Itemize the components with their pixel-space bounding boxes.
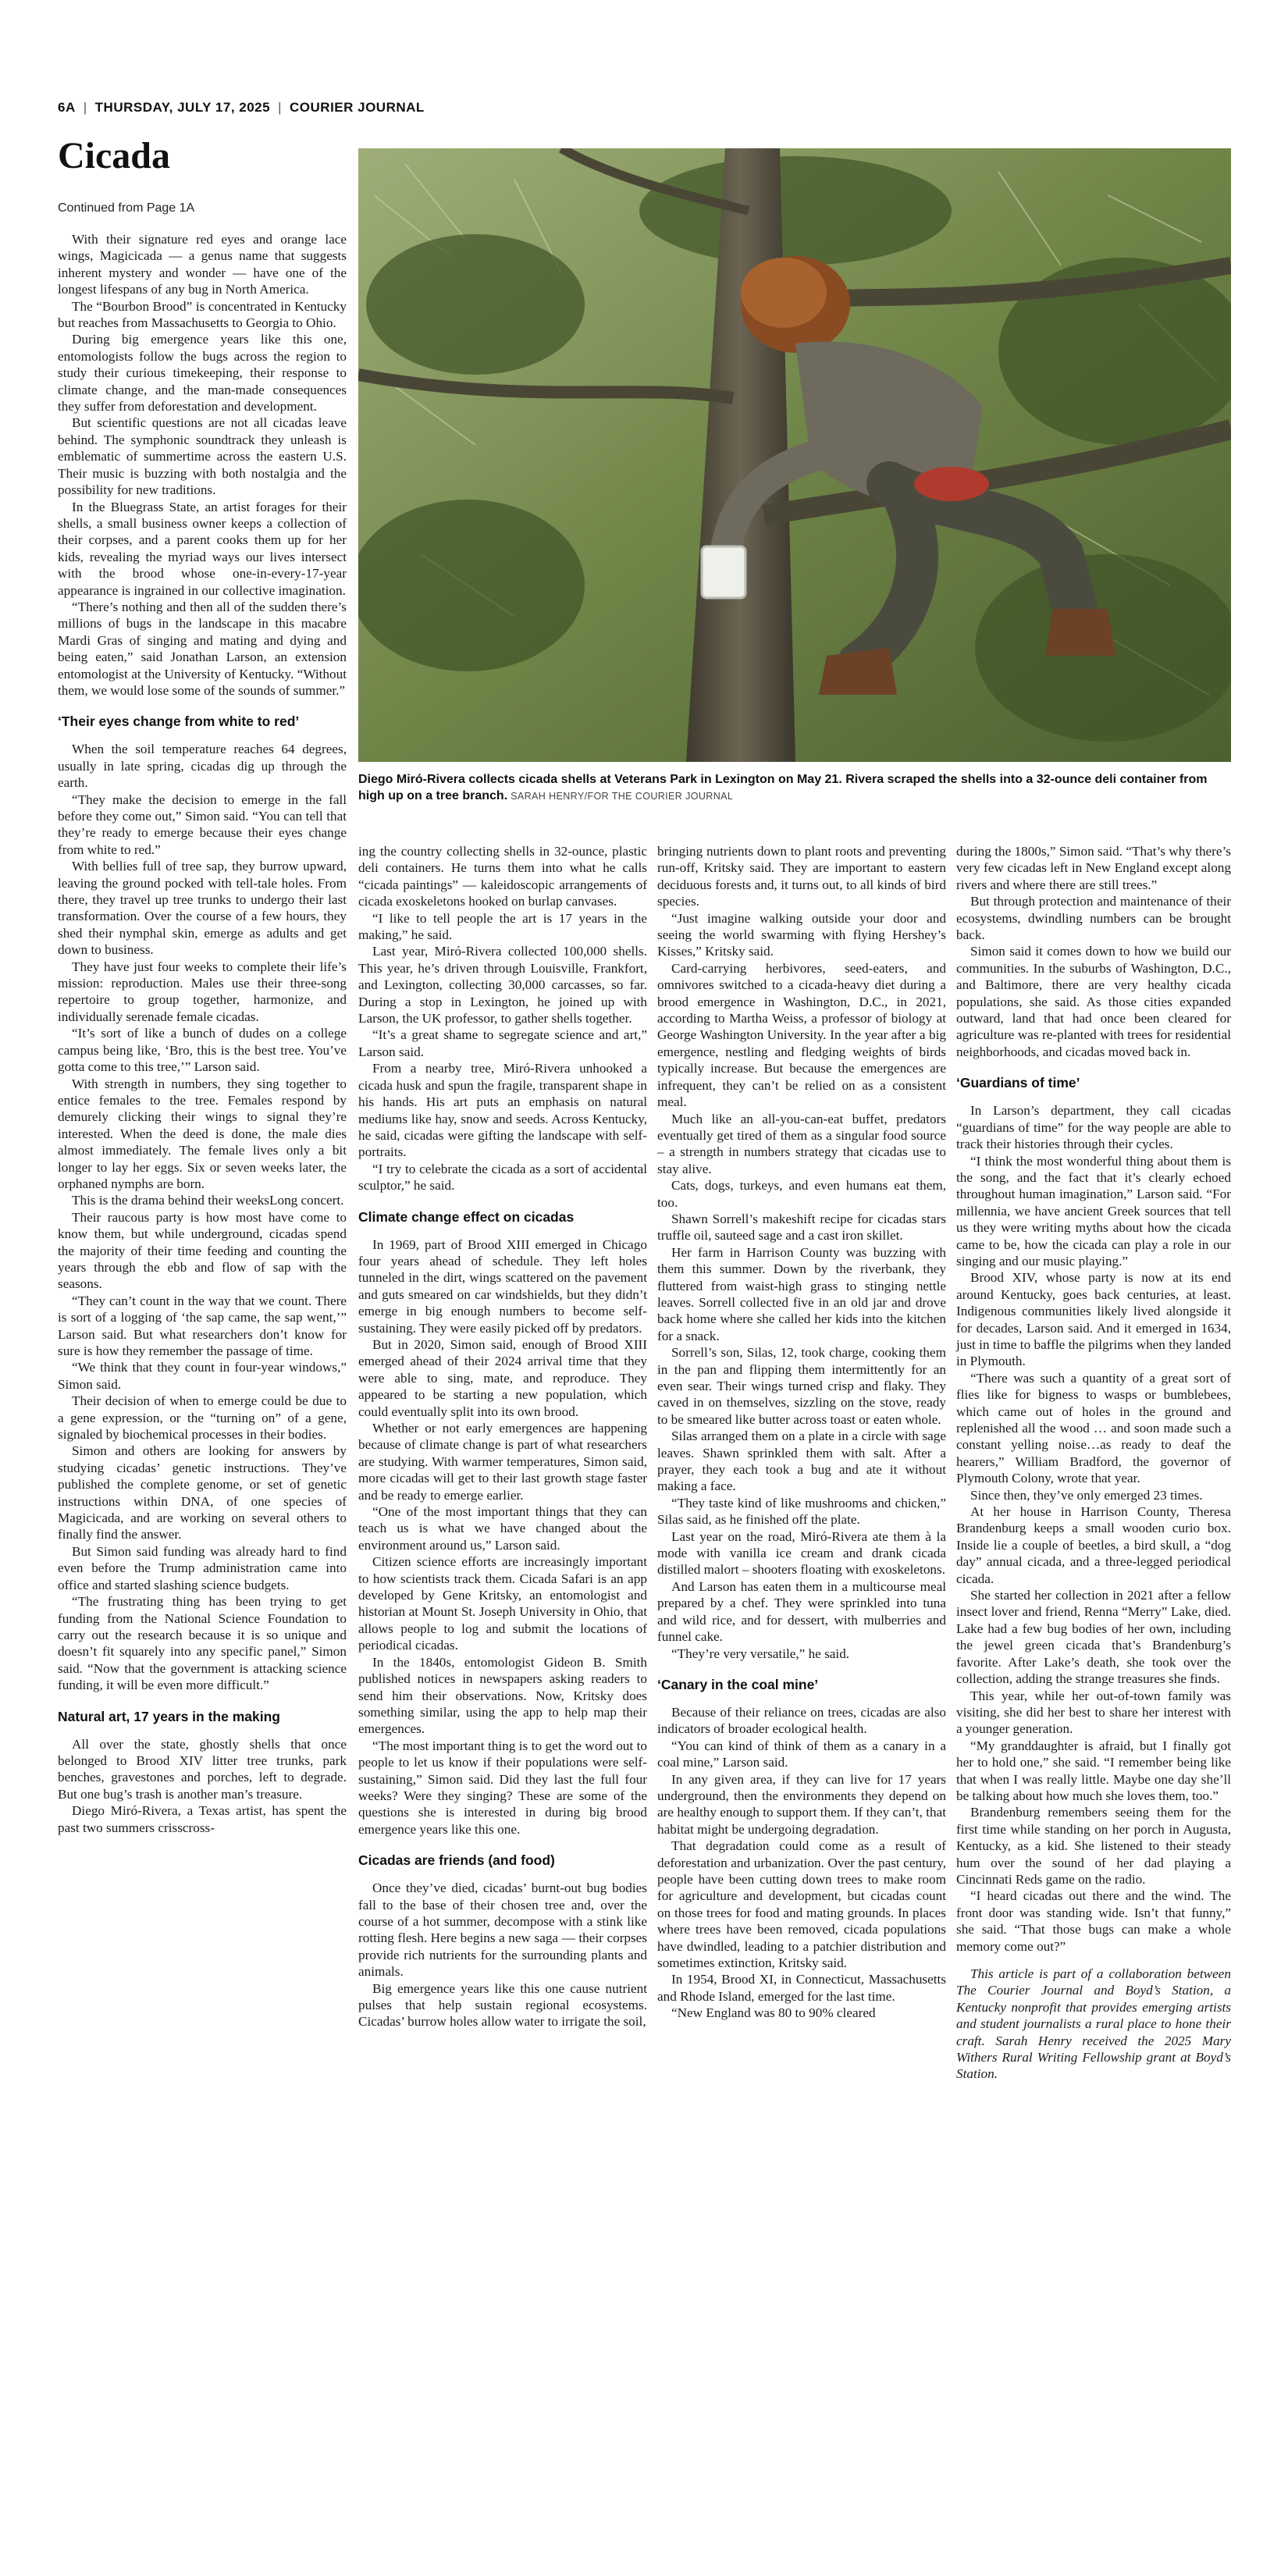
- article-paragraph: Citizen science efforts are increasingly important to how scientists track them. Cicada Safari is an app developed by Gene Kritsky, an entomologist and historian at Mount St. Joseph University in Ohio, that allows people to log and submit the locations of periodical cicadas.: [358, 1554, 647, 1653]
- article-footnote: This article is part of a collaboration between The Courier Journal and Boyd’s Station, a Kentucky nonprofit that provides emerging artists and student journalists a rural place to hone their craft. Sarah Henry received the 2025 Mary Withers Rural Writing Fellowship grant at Boyd’s Station.: [956, 1966, 1231, 2082]
- article-paragraph: “They’re very versatile,” he said.: [671, 1646, 850, 1661]
- article-paragraph: But scientific questions are not all cicadas leave behind. The symphonic soundtrack they unleash is emblematic of summertime across the eastern U.S. Their music is buzzing with both nostalgia and the possibility for new traditions.: [58, 415, 347, 498]
- article-paragraph: “They taste kind of like mushrooms and chicken,” Silas said, as he finished off the plate.: [657, 1495, 946, 1528]
- issue-date: THURSDAY, JULY 17, 2025: [94, 100, 271, 115]
- article-paragraph: “You can kind of think of them as a canary in a coal mine,” Larson said.: [657, 1738, 946, 1770]
- photo-credit: SARAH HENRY/FOR THE COURIER JOURNAL: [511, 791, 734, 802]
- article-paragraph: In 1969, part of Brood XIII emerged in Chicago four years ahead of schedule. They left holes tunneled in the dirt, wings scattered on the pavement and guts smeared on car windshields, but they didn’t emerge in big enough numbers to become self-sustaining. They were easily picked off by predators.: [358, 1236, 647, 1336]
- article-paragraph: “The frustrating thing has been trying to get funding from the National Science Foundation to carry out the research because it is so unique and doesn’t fit squarely into any specific panel,” Simon said. “Now that the government is attacking science funding, it will be even more difficult.”: [58, 1594, 347, 1693]
- article-paragraph: But Simon said funding was already hard to find even before the Trump administration came into office and started slashing science budgets.: [58, 1543, 347, 1592]
- article-column-4: [956, 843, 1231, 2083]
- article-paragraph: Brandenburg remembers seeing them for the first time while standing on her porch in Augusta, Kentucky, as a kid. She listened to their steady hum over the sound of her dad playing a Cincinnati Reds game on the radio.: [956, 1805, 1231, 1887]
- article-paragraph: Much like an all-you-can-eat buffet, predators eventually get tired of them as a singular food source – a strength in numbers strategy that cicadas use to stay alive.: [657, 1111, 946, 1176]
- caption-text: Diego Miró-Rivera collects cicada shells at Veterans Park in Lexington on May 21. Rivera scraped the shells into a 32-ounce deli container from high up on a tree branch.: [358, 773, 1208, 802]
- article-paragraph: “The most important thing is to get the word out to people to let us know if their populations were self-sustaining,” Simon said. Did they last the full four weeks? Were they singing? These are some of the questions she is interested in during big brood emergence years like this one.: [358, 1738, 647, 1837]
- article-paragraph: “There was such a quantity of a great sort of flies like for bigness to wasps or bumblebees, which came out of holes in the ground and replenished all the wood … and soon made such a constant yelling noise…as ready to deaf the hearers,” William Bradford, the governor of Plymouth Colony, wrote that year.: [956, 1370, 1231, 1486]
- article-paragraph: That degradation could come as a result of deforestation and urbanization. Over the past century, people have been cutting down trees to make room for agriculture and development, but cicadas count on those trees for food and mating grounds. In places where trees have been removed, cicada populations have dwindled, leading to a patchier distribution and sometimes extinction, Kritsky said.: [657, 1838, 946, 1970]
- article-paragraph: Silas arranged them on a plate in a circle with sage leaves. Shawn sprinkled them with salt. After a prayer, they each took a bug and ate it without making a face.: [657, 1429, 946, 1494]
- article-paragraph: She started her collection in 2021 after a fellow insect lover and friend, Renna “Merry” Lake, died. Lake had a few bug bodies of her own, including the jewel green cicada that’s Brandenburg’s favorite. After Lake’s death, she took over the collection, adding the strange treasures she finds.: [956, 1588, 1231, 1687]
- article-paragraph: “One of the most important things that they can teach us is what we have changed about the environment around us,” Larson said.: [358, 1504, 647, 1553]
- article-paragraph: The “Bourbon Brood” is concentrated in Kentucky but reaches from Massachusetts to Georgia to Ohio.: [58, 298, 347, 331]
- photo-illustration: [358, 148, 1231, 762]
- article-paragraph: In Larson’s department, they call cicadas “guardians of time” for the way people are able to track their histories through their cycles.: [956, 1103, 1231, 1152]
- article-column-2: [358, 843, 647, 2030]
- article-paragraph: ing the country collecting shells in 32-ounce, plastic deli containers. He turns them into what he calls “cicada paintings” — kaleidoscopic arrangements of cicada exoskeletons hooked on burlap canvases.: [358, 844, 647, 909]
- article-paragraph: In 1954, Brood XI, in Connecticut, Massachusetts and Rhode Island, emerged for the last time.: [657, 1972, 946, 2004]
- article-paragraph: Last year on the road, Miró-Rivera ate them à la mode with vanilla ice cream and drank cicada distilled malort – shooters floating with exoskeletons.: [657, 1528, 946, 1578]
- article-paragraph: In the 1840s, entomologist Gideon B. Smith published notices in newspapers asking readers to send him their observations. Now, Kritsky does something similar, using the app to help map their emergences.: [358, 1654, 647, 1737]
- article-paragraph: During big emergence years like this one, entomologists follow the bugs across the region to study their curious timekeeping, their response to climate change, and the man-made consequences they suffer from deforestation and development.: [58, 332, 347, 415]
- article-paragraph: With their signature red eyes and orange lace wings, Magicicada — a genus name that suggests inherent mystery and wonder — have one of the longest lifespans of any bug in North America.: [58, 232, 347, 297]
- article-paragraph: This year, while her out-of-town family was visiting, she did her best to share her interest with a younger generation.: [956, 1688, 1231, 1737]
- article-paragraph: With bellies full of tree sap, they burrow upward, leaving the ground pocked with tell-tale holes. From there, they travel up tree trunks to undergo their last transformation. Over the course of a few hours, they shed their nymphal skin, emerge as adults and get down to business.: [58, 859, 347, 958]
- article-paragraph: “It’s sort of like a bunch of dudes on a college campus being like, ‘Bro, this is the best tree. You’ve gotta come to this tree,’” Larson said.: [58, 1026, 347, 1075]
- article-paragraph: “It’s a great shame to segregate science and art,” Larson said.: [358, 1027, 647, 1059]
- article-paragraph: Her farm in Harrison County was buzzing with them this summer. Down by the riverbank, they fluttered from waist-high grass to stinging nettle leaves. Sorrell collected five in an old jar and drove back home where she called her kids into the kitchen for a snack.: [657, 1244, 946, 1343]
- article-paragraph: Big emergence years like this one cause nutrient pulses that help sustain regional ecosystems. Cicadas’ burrow holes allow water to irrigate the soil,: [358, 1980, 647, 2030]
- article-paragraph: “My granddaughter is afraid, but I finally got her to hold one,” she said. “I remember being like that when I was really little. Maybe one day she’ll be talking about how much she loves them, too.”: [956, 1738, 1231, 1803]
- photo-caption: [358, 771, 1231, 805]
- article-paragraph: “They can’t count in the way that we count. There is sort of a logging of ‘the sap came, the sap went,’” Larson said. But what researchers don’t know for sure is how they remember the passage of time.: [58, 1293, 347, 1358]
- article-paragraph: And Larson has eaten them in a multicourse meal prepared by a chef. They were sprinkled into tuna and wild rice, and for dessert, with mulberries and funnel cake.: [657, 1578, 946, 1645]
- article-paragraph: From a nearby tree, Miró-Rivera unhooked a cicada husk and spun the fragile, transparent shape in his hands. His art puts an emphasis on natural mediums like hay, snow and seeds. Across Kentucky, he said, cicadas were gifting the landscape with self-portraits.: [358, 1061, 647, 1160]
- article-paragraph: In the Bluegrass State, an artist forages for their shells, a small business owner keeps a collection of their corpses, and a parent cooks them up for her kids, revealing the myriad ways our lives intersect with the brood whose one-in-every-17-year appearance is ingrained in our collective imagination.: [58, 499, 347, 598]
- article-headline: Cicada: [58, 135, 170, 176]
- article-paragraph: Because of their reliance on trees, cicadas are also indicators of broader ecological health.: [657, 1704, 946, 1737]
- page-folio: 6A | THURSDAY, JULY 17, 2025 | COURIER JOURNAL: [58, 100, 425, 115]
- article-paragraph: At her house in Harrison County, Theresa Brandenburg keeps a small wooden curio box. Inside lie a couple of beetles, a bird skull, a “dog day” annual cicada, and a three-legged periodical cicada.: [956, 1504, 1231, 1586]
- section-subhead: Climate change effect on cicadas: [358, 1208, 575, 1225]
- article-paragraph: All over the state, ghostly shells that once belonged to Brood XIV litter tree trunks, park benches, gravestones and porches, left to degrade. But one bug’s trash is another man’s treasure.: [58, 1736, 347, 1802]
- article-paragraph: Card-carrying herbivores, seed-eaters, and omnivores switched to a cicada-heavy diet during a brood emergence in Washington, D.C., in 2021, according to Martha Weiss, a professor of biology at George Washington University. In the year after a big emergence, nestling and fledging weights of birds typically increase. But because the emergences are infrequent, they can’t be relied on as a consistent meal.: [657, 960, 946, 1110]
- article-paragraph: In any given area, if they can live for 17 years underground, then the environments they depend on are healthy enough to support them. If they can’t, that habitat might be undergoing degradation.: [657, 1771, 946, 1837]
- article-paragraph: “I try to celebrate the cicada as a sort of accidental sculptor,” he said.: [358, 1161, 647, 1194]
- article-paragraph: Cats, dogs, turkeys, and even humans eat them, too.: [657, 1178, 946, 1210]
- article-paragraph: With strength in numbers, they sing together to entice females to the tree. Females respond by demurely clicking their wings to signal they’re interested. When the deed is done, the male dies almost immediately. The female lives only a bit longer to lay her eggs. Six or seven weeks later, the orphaned nymphs are born.: [58, 1076, 347, 1191]
- article-paragraph: Brood XIV, whose party is now at its end around Kentucky, goes back centuries, at least. Indigenous communities likely lived alongside it for decades, Larson said. And it emerged in 1634, just in time to baffle the pilgrims when they landed in Plymouth.: [956, 1270, 1231, 1369]
- article-paragraph: Their decision of when to emerge could be due to a gene expression, or the “turning on” of a gene, signaled by biochemical processes in their bodies.: [58, 1393, 347, 1443]
- article-paragraph: “They make the decision to emerge in the fall before they come out,” Simon said. “You can tell that they’re ready to emerge because their eyes change from white to red.”: [58, 792, 347, 857]
- article-paragraph: This is the drama behind their weeksLong concert.: [72, 1193, 344, 1208]
- article-column-1: [58, 231, 347, 1836]
- article-paragraph: Simon and others are looking for answers by studying cicadas’ genetic instructions. They’ve published the complete genome, or set of genetic instructions within DNA, of one species of Magicicada, and are working on several others to finally find the answer.: [58, 1443, 347, 1542]
- article-paragraph: “I heard cicadas out there and the wind. The front door was standing wide. Isn’t that funny,” she said. “That those bugs can make a whole memory come out?”: [956, 1888, 1231, 1954]
- article-paragraph: bringing nutrients down to plant roots and preventing run-off, Kritsky said. They are important to eastern deciduous forests and, it turns out, to all kinds of bird species.: [657, 844, 946, 909]
- article-paragraph: “Just imagine walking outside your door and seeing the world swarming with flying Hershey’s Kisses,” Kritsky said.: [657, 910, 946, 959]
- section-subhead: Cicadas are friends (and food): [358, 1852, 555, 1869]
- article-paragraph: “There’s nothing and then all of the sudden there’s millions of bugs in the landscape in this macabre Mardi Gras of singing and mating and dying and being eaten,” said Jonathan Larson, an extension entomologist at the University of Kentucky. “Without them, we would lose some of the sounds of summer.”: [58, 599, 347, 698]
- continued-from-note: Continued from Page 1A: [58, 201, 195, 215]
- article-paragraph: Diego Miró-Rivera, a Texas artist, has spent the past two summers crisscross-: [58, 1803, 347, 1835]
- article-paragraph: “I think the most wonderful thing about them is the song, and the fact that it’s clearly echoed throughout human imagination,” Larson said. “For millennia, we have ancient Greek sources that tell us they were writing myths about how the cicada came to be, how the cicada can play a role in our singing and our music playing.”: [956, 1153, 1231, 1268]
- article-photo: [358, 148, 1231, 762]
- article-paragraph: But through protection and maintenance of their ecosystems, dwindling numbers can be brought back.: [956, 894, 1231, 943]
- article-paragraph: When the soil temperature reaches 64 degrees, usually in late spring, cicadas dig up through the earth.: [58, 742, 347, 791]
- article-paragraph: Once they’ve died, cicadas’ burnt-out bug bodies fall to the base of their chosen tree and, over the course of a hot summer, decompose with a stink like rotting flesh. Here begins a new saga — their corpses provide rich nutrients for the surrounding plants and animals.: [358, 1880, 647, 1980]
- article-paragraph: They have just four weeks to complete their life’s mission: reproduction. Males use their three-song repertoire to group together, harmonize, and individually serenade female cicadas.: [58, 959, 347, 1024]
- article-paragraph: Shawn Sorrell’s makeshift recipe for cicadas stars truffle oil, sauteed sage and a cast iron skillet.: [657, 1211, 946, 1244]
- article-paragraph: Their raucous party is how most have come to know them, but while underground, cicadas spend the majority of their time feeding and counting the years through the ebb and flow of sap with the seasons.: [58, 1209, 347, 1292]
- article-paragraph: during the 1800s,” Simon said. “That’s why there’s very few cicadas left in New England except along rivers and where there are still trees.”: [956, 844, 1231, 892]
- article-paragraph: But in 2020, Simon said, enough of Brood XIII emerged ahead of their 2024 arrival time that they were able to sing, mate, and reproduce. They appeared to be starting a new population, which could eventually split into its own brood.: [358, 1336, 647, 1419]
- page-number: 6A: [58, 100, 76, 115]
- article-paragraph: Sorrell’s son, Silas, 12, took charge, cooking them in the pan and flipping them intermittently for an even sear. Their wings turned crisp and flaky. They caved in on themselves, sizzling on the stove, ready to be smeared like butter across toast or eaten whole.: [657, 1345, 946, 1427]
- article-paragraph: Last year, Miró-Rivera collected 100,000 shells. This year, he’s driven through Louisville, Frankfort, and Lexington, collecting 30,000 carcasses, so far. During a stop in Lexington, he joined up with Larson, the UK professor, to gather shells together.: [358, 944, 647, 1026]
- section-subhead: ‘Guardians of time’: [956, 1075, 1080, 1091]
- section-subhead: Natural art, 17 years in the making: [58, 1708, 280, 1724]
- article-paragraph: “We think that they count in four-year windows,” Simon said.: [58, 1360, 347, 1392]
- paper-name: COURIER JOURNAL: [290, 100, 425, 115]
- section-subhead: ‘Canary in the coal mine’: [657, 1676, 819, 1692]
- article-paragraph: Whether or not early emergences are happening because of climate change is part of what researchers are studying. With warmer temperatures, Simon said, more cicadas will get to their last growth stage faster and be ready to emerge earlier.: [358, 1421, 647, 1503]
- article-paragraph: “New England was 80 to 90% cleared: [671, 2005, 876, 2021]
- article-paragraph: “I like to tell people the art is 17 years in the making,” he said.: [358, 910, 647, 943]
- section-subhead: ‘Their eyes change from white to red’: [58, 713, 300, 730]
- article-paragraph: Since then, they’ve only emerged 23 times.: [970, 1487, 1203, 1503]
- article-column-3: [657, 843, 946, 2022]
- article-paragraph: Simon said it comes down to how we build our communities. In the suburbs of Washington, D.C., and Baltimore, there are very healthy cicada populations, she said. As those cities expanded outward, land that had once been cleared for agriculture was re-planted with trees for residential neighborhoods, and cicadas moved back in.: [956, 944, 1231, 1059]
